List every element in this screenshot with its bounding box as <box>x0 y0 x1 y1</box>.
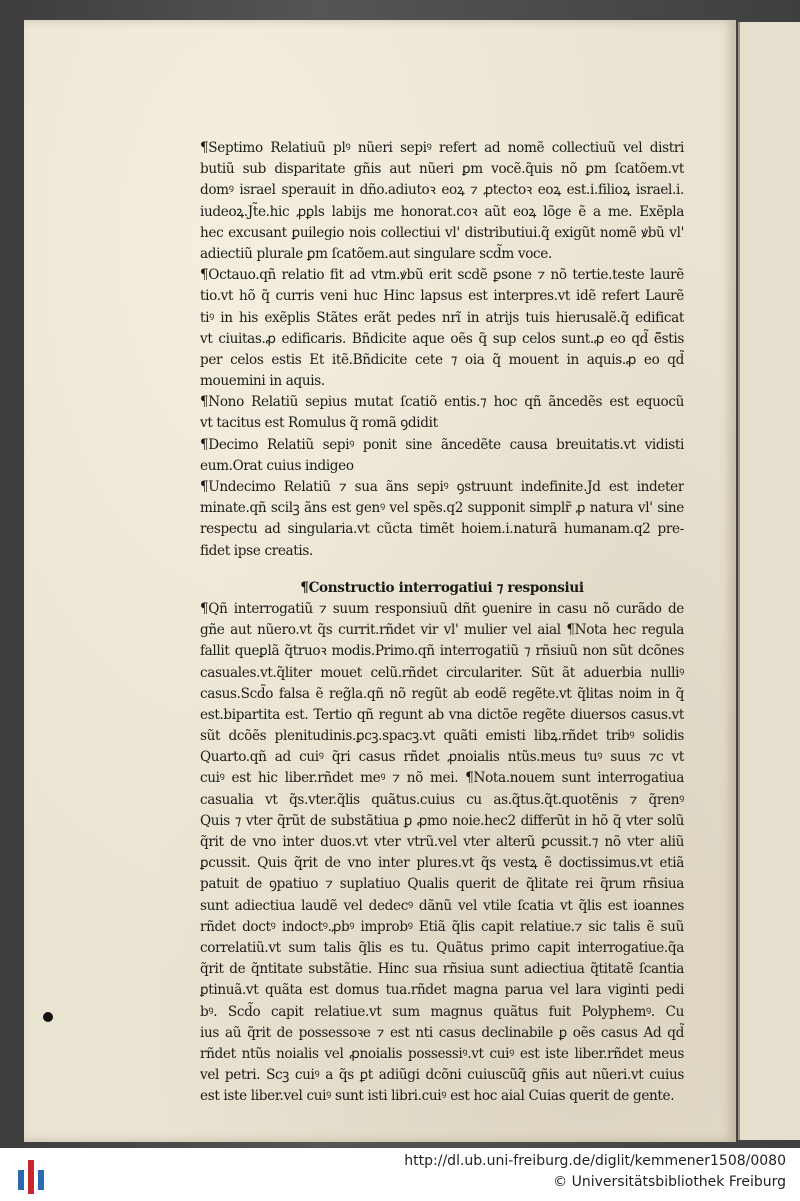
text-line: mouemini in aquis. <box>200 373 325 390</box>
text-line: casuales.vt.q̃liter mouet celũ.rñdet circulariter. Sũt ãt aduerbia nulliꝰ <box>200 664 684 681</box>
text-line: tio.vt hõ q̃ curris veni huc Hinc lapsus est interpres.vt idẽ refert Laurẽ <box>200 288 684 305</box>
text-line: per celos estis Et itẽ.Bñdicite cete ⁊ oia q̃ mouent in aquis.ꝓ eo qd̃ <box>200 351 684 368</box>
text-line: vel petri. Scꝫ cuiꝰ a q̃s ꝑt adiũgi dcõni cuiuscũq̃ gñis aut nũeri.vt cuius <box>200 1067 684 1084</box>
footer-source-url[interactable]: http://dl.ub.uni-freiburg.de/diglit/kemmener1508/0080 <box>404 1153 786 1169</box>
adjacent-page-edge <box>738 22 800 1140</box>
text-line: sũt dcõẽs plenitudinis.ꝑcꝫ.spacꝫ.vt quãti emisti libꝝ.rñdet tribꝰ solidis <box>200 728 684 745</box>
text-line: Quarto.qñ ad cuiꝰ q̃ri casus rñdet ꝓnoialis ntũs.meus tuꝰ suus ⁊c vt <box>200 749 684 766</box>
text-line: ¶Septimo Relatiuũ plꝰ nũeri sepiꝰ refert ad nomẽ collectiuũ vel distri <box>200 140 684 156</box>
text-line: cuiꝰ est hic liber.rñdet meꝰ ⁊ nõ mei. ¶Nota.nouem sunt interrogatiua <box>200 770 684 787</box>
text-line: rñdet ntũs noialis vel ꝓnoialis possessiꝰ.vt cuiꝰ est iste liber.rñdet meus <box>200 1045 684 1062</box>
text-line: hec excusant ꝑuilegio nois collectiui vl' distributiui.q̃ exigũt nomẽ ꝟbũ vl' <box>200 224 684 241</box>
text-line: sunt adiectiua laudẽ vel dedecꝰ dãnũ vel vtile ſcatia vt q̃lis est ioannes <box>200 897 684 914</box>
text-line: ¶Octauo.qñ relatio fit ad vtm.ꝟbũ erit scdẽ ꝑsone ⁊ nõ tertie.teste laurẽ <box>200 267 684 284</box>
text-line: correlatiũ.vt sum talis q̃lis es tu. Quãtus primo capit interrogatiue.q̃a <box>200 939 684 956</box>
text-line: est iste liber.vel cuiꝰ sunt isti libri.cuiꝰ est hoc aial Cuias querit de gente. <box>200 1088 675 1105</box>
text-line: ꝑcussit. Quis q̃rit de vno inter plures.vt q̃s vestꝝ ẽ doctissimus.vt etiã <box>200 855 684 872</box>
text-line: gñe aut nũero.vt q̃s currit.rñdet vir vl' mulier vel aial ¶Nota hec regula <box>200 622 684 639</box>
text-line: Quis ⁊ vter q̃rũt de substãtiua ꝑ ꝓmo noie.hec2 differũt in hõ q̃ vter solũ <box>200 812 684 829</box>
text-line: domꝰ israel sperauit in dño.adiutoꝛ eoꝝ ⁊ ꝓtectoꝛ eoꝝ est.i.filioꝝ israel.i. <box>200 182 684 199</box>
text-line: rñdet doctꝰ indoctꝰ.ꝓbꝰ improbꝰ Etiã q̃lis capit relatiue.⁊ sic talis ẽ suũ <box>200 918 684 935</box>
section-heading: ¶Constructio interrogatiui ⁊ responsiui <box>300 579 584 596</box>
text-line: casualia vt q̃s.vter.q̃lis quãtus.cuius cu as.q̃tus.q̃t.quotẽnis ⁊ q̃renꝰ <box>200 791 684 808</box>
text-line: ¶Nono Relatiũ sepius mutat ſcatiõ entis.⁊ hoc qñ ãncedẽs est equocũ <box>200 394 684 411</box>
text-line: butiũ sub disparitate gñis aut nũeri ꝑm vocẽ.q̃uis nõ ꝑm ſcatõem.vt <box>200 161 684 178</box>
text-line: q̃rit de vno inter duos.vt vter vtrũ.vel vter alterũ ꝑcussit.⁊ nõ vter aliũ <box>200 834 684 850</box>
section-gap <box>200 562 684 578</box>
page-text-block <box>200 138 684 1107</box>
text-line: patuit de ꝯpatiuo ⁊ suplatiuo Qualis querit de q̃litate rei q̃rum rñsiua <box>200 876 684 893</box>
text-line: ius aũ q̃rit de possessoꝛe ⁊ est nti casus declinabile ꝑ oẽs casus Ad qd̃ <box>200 1024 684 1041</box>
text-line: ꝑtinuã.vt quãta est domus tua.rñdet magna parua vel lara viginti pedi <box>200 982 684 999</box>
text-line: respectu ad singularia.vt cũcta timẽt hoiem.i.naturã humanam.q2 pre- <box>200 521 684 538</box>
text-line: tiꝰ in his exẽplis Stãtes erãt pedes nrĩ in atrijs tuis hierusalẽ.q̃ edificat <box>200 309 684 326</box>
text-line: fidet ipse creatis. <box>200 542 314 559</box>
ub-freiburg-logo-icon <box>18 1156 48 1196</box>
text-line: eum.Orat cuius indigeo <box>200 457 354 474</box>
text-line: fallit queꝑlã q̃truoꝛ modis.Primo.qñ interrogatiũ ⁊ rñsiuũ non sũt dcõnes <box>200 643 684 660</box>
text-line: bꝰ. Scd̃o capit relatiue.vt sum magnus quãtus fuit Polyphemꝰ. Cu <box>200 1003 684 1020</box>
text-line: minate.qñ scilꝫ ãns est genꝰ vel spẽs.q2 supponit simplr̃ ꝓ natura vl' sine <box>200 500 684 517</box>
text-line: vt tacitus est Romulus q̃ romã ꝯdidit <box>200 415 438 432</box>
text-line: casus.Scd̃o falsa ẽ reg̃la.qñ nõ regũt ab eodẽ regẽte.vt q̃litas noim in q̃ <box>200 685 684 702</box>
text-line: est.bipartita est. Tertio qñ regunt ab vna dictõe regẽte diuersos casus.vt <box>200 706 684 723</box>
text-line: ¶Decimo Relatiũ sepiꝰ ponit sine ãncedẽte causa breuitatis.vt vidisti <box>200 436 684 453</box>
text-line: vt ciuitas.ꝓ edificaris. Bñdicite aque oẽs q̃ sup celos sunt.ꝓ eo qd̃ ẽ̃stis <box>200 330 684 347</box>
text-line: adiectiũ plurale ꝑm ſcatõem.aut singulare scd̃m voce. <box>200 245 552 262</box>
text-line: ¶Qñ interrogatiũ ⁊ suum responsiuũ dñt ꝯuenire in casu nõ curãdo de <box>200 600 684 617</box>
margin-dot-mark <box>43 1012 53 1022</box>
text-line: iudeoꝝ.Jt̃e.hic ꝓꝑls labijs me honorat.coꝛ aũt eoꝝ lõge ẽ a me. Exẽpla <box>200 203 684 220</box>
text-line: q̃rit de q̃ntitate substãtie. Hinc sua rñsiua sunt adiectiua q̃titatẽ ſcantia <box>200 961 684 978</box>
text-line: ¶Undecimo Relatiũ ⁊ sua ãns sepiꝰ ꝯstruunt indefinite.Jd est indeter <box>200 479 684 495</box>
footer-copyright: © Universitätsbibliothek Freiburg <box>553 1174 786 1190</box>
viewer-footer <box>0 1148 800 1201</box>
